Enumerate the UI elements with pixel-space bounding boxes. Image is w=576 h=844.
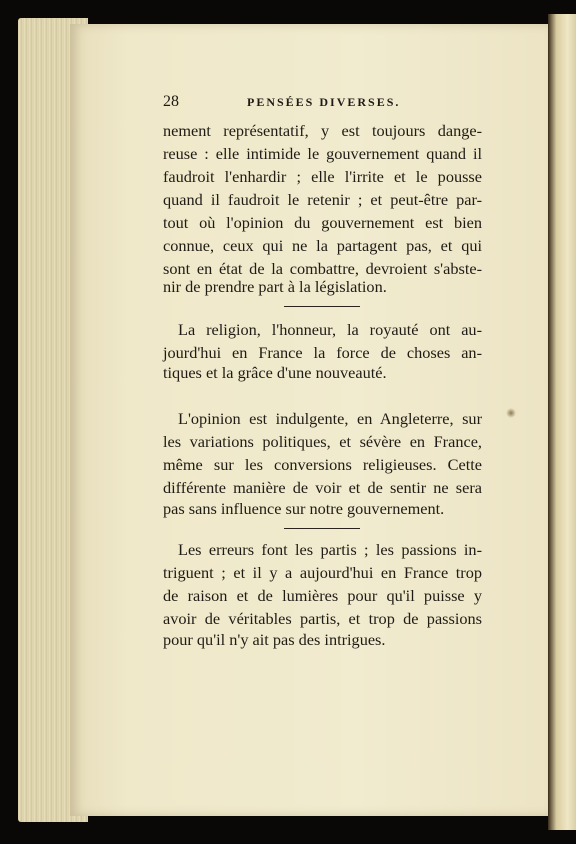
section-divider (284, 306, 360, 307)
paper-spot (506, 408, 516, 418)
text-line: différente manière de voir et de sentir ne sera (163, 478, 482, 497)
text-line: triguent ; et il y a aujourd'hui en France trop (163, 563, 482, 582)
page-number: 28 (163, 93, 179, 110)
text-line: quand il faudroit le retenir ; et peut-être par- (163, 190, 482, 209)
text-line: tout où l'opinion du gouvernement est bien (163, 213, 482, 232)
text-line: jourd'hui en France la force de choses an- (163, 343, 482, 362)
text-line: sont en état de la combattre, devroient s'abste- (163, 259, 482, 278)
text-line: pas sans influence sur notre gouvernement. (163, 499, 445, 518)
section-divider (284, 528, 360, 529)
text-line: nir de prendre part à la législation. (163, 277, 387, 296)
text-line: connue, ceux qui ne la partagent pas, et qui (163, 236, 482, 255)
text-line: La religion, l'honneur, la royauté ont au- (178, 320, 482, 339)
text-line: avoir de véritables partis, et trop de passions (163, 609, 482, 628)
page-header (163, 93, 483, 113)
text-line: les variations politiques, et sévère en France, (163, 432, 482, 451)
text-line: reuse : elle intimide le gouvernement quand il (163, 144, 482, 163)
text-line: pour qu'il n'y ait pas des intrigues. (163, 630, 386, 649)
text-line: L'opinion est indulgente, en Angleterre, sur (178, 409, 482, 428)
text-line: tiques et la grâce d'une nouveauté. (163, 363, 387, 382)
text-line: nement représentatif, y est toujours dange- (163, 121, 482, 140)
running-head: PENSÉES DIVERSES. (247, 95, 401, 109)
text-line: de raison et de lumières pour qu'il puisse y (163, 586, 482, 605)
text-line: même sur les conversions religieuses. Cette (163, 455, 482, 474)
facing-page-edge (548, 14, 576, 830)
text-line: faudroit l'enhardir ; elle l'irrite et le pousse (163, 167, 482, 186)
text-line: Les erreurs font les partis ; les passions in- (178, 540, 482, 559)
